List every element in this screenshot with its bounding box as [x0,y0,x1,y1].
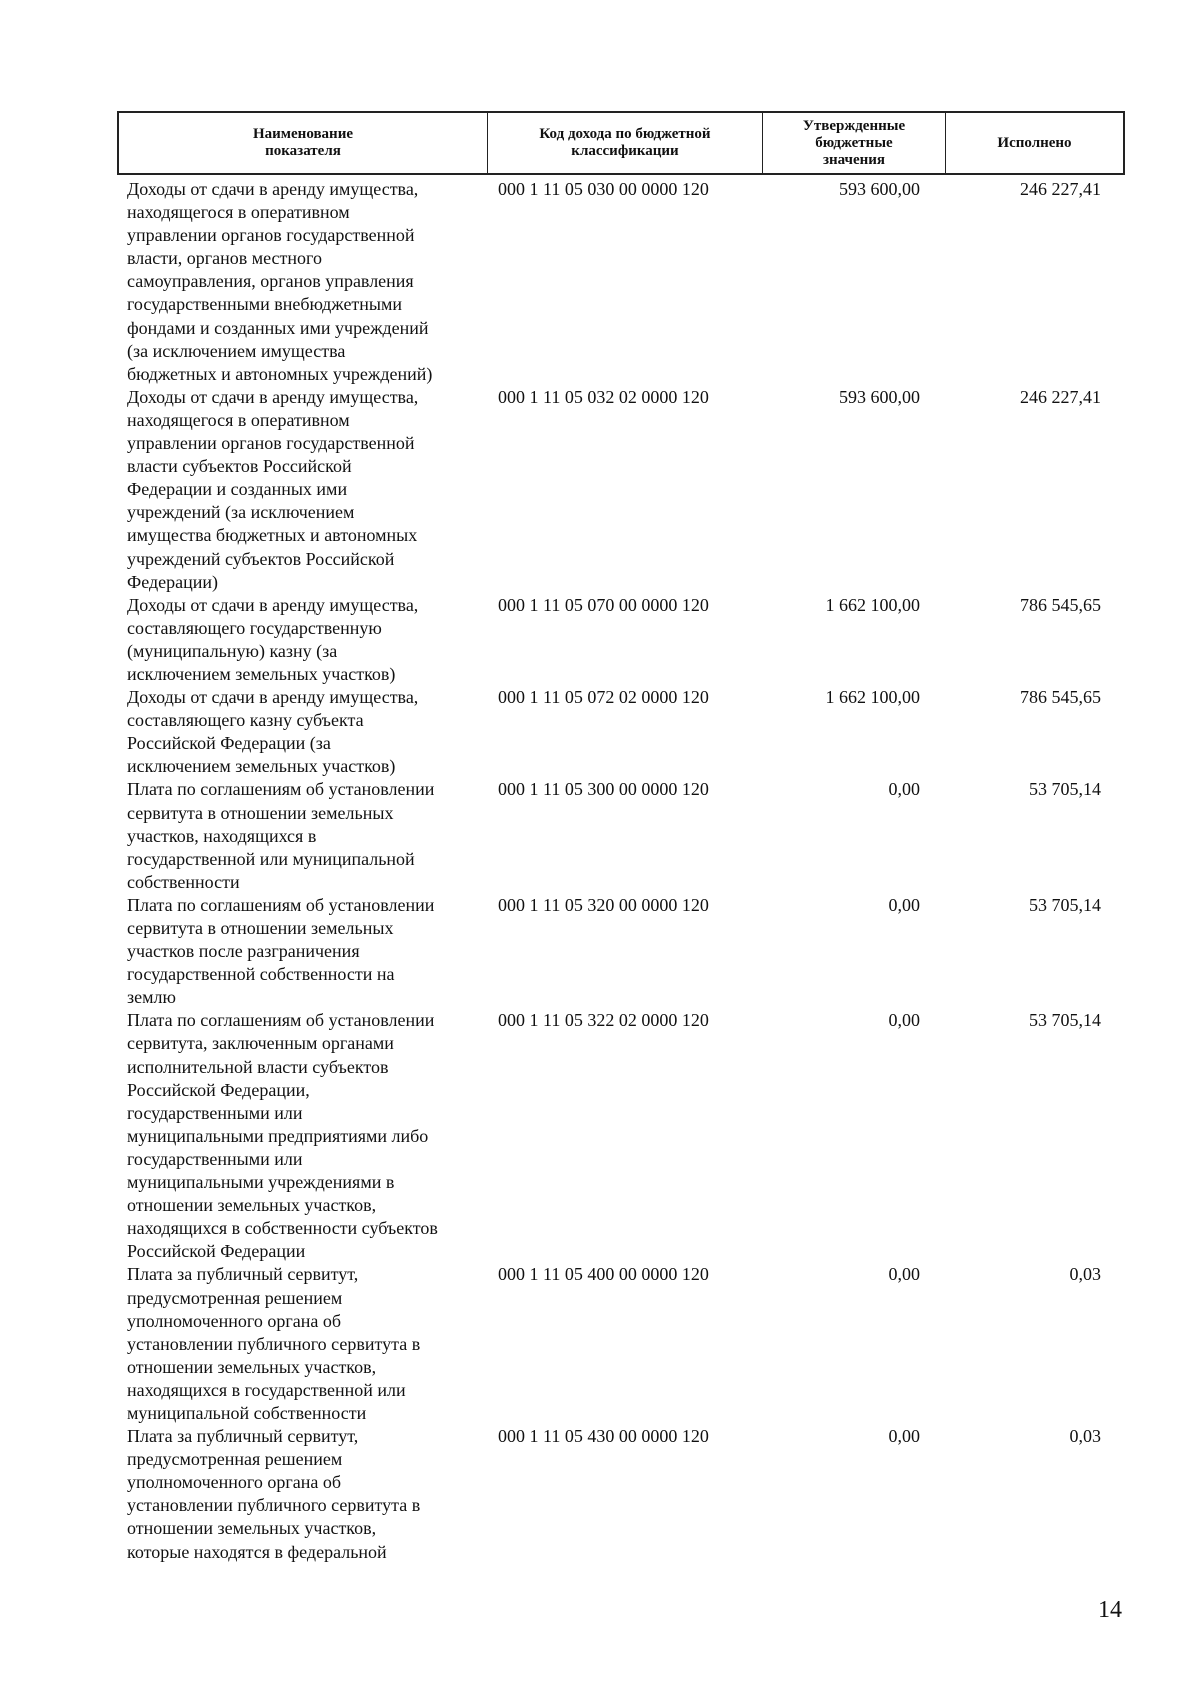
page-number: 14 [1098,1597,1122,1623]
approved-value: 0,00 [888,894,920,915]
approved-value: 1 662 100,00 [825,687,920,708]
income-code: 000 1 11 05 322 02 0000 120 [498,1010,709,1031]
executed-value: 53 705,14 [1029,894,1101,915]
header-indicator-name: Наименование показателя [119,113,488,173]
table-row [117,778,1125,893]
indicator-name: Доходы от сдачи в аренду имущества, составляющего казну субъекта Российской Федерации (за исключением земельных участков) [127,687,419,777]
approved-value: 593 600,00 [839,179,920,199]
executed-value: 786 545,65 [1020,687,1101,708]
table-row [117,594,1125,686]
approved-value: 0,00 [888,1264,920,1285]
indicator-name: Доходы от сдачи в аренду имущества, находящегося в оперативном управлении органов государственной власти, органов местного самоуправления, органов управления государственными внебюджетными фондами и созданных ими учреждений (за исключением имущества бюджетных и автономных учреждений) [127,179,433,384]
income-code: 000 1 11 05 300 00 0000 120 [498,779,709,800]
table-row [117,686,1125,778]
indicator-name: Доходы от сдачи в аренду имущества, составляющего государственную (муниципальную) казну (за исключением земельных участков) [127,594,419,684]
indicator-name: Доходы от сдачи в аренду имущества, находящегося в оперативном управлении органов государственной власти субъектов Российской Федерации и созданных ими учреждений (за исключением имущества бюджетных и автономных учреждений субъектов Российской Федерации) [127,386,419,592]
executed-value: 53 705,14 [1029,1010,1101,1031]
table-header [117,111,1125,175]
executed-value: 246 227,41 [1020,179,1101,199]
approved-value: 0,00 [888,779,920,800]
income-code: 000 1 11 05 032 02 0000 120 [498,386,709,407]
income-code: 000 1 11 05 320 00 0000 120 [498,894,709,915]
executed-value: 0,03 [1069,1264,1101,1285]
indicator-name: Плата за публичный сервитут, предусмотренная решением уполномоченного органа об установлении публичного сервитута в отношении земельных участков, которые находятся в федеральной [127,1426,421,1562]
executed-value: 246 227,41 [1020,386,1101,407]
table-row [117,386,1125,594]
table-row [117,1009,1125,1263]
header-income-code: Код дохода по бюджетной классификации [488,113,763,173]
executed-value: 786 545,65 [1020,594,1101,615]
indicator-name: Плата по соглашениям об установлении сервитута в отношении земельных участков, находящихся в государственной или муниципальной собственности [127,779,435,892]
indicator-name: Плата по соглашениям об установлении сервитута в отношении земельных участков после разграничения государственной собственности на землю [127,894,435,1008]
income-code: 000 1 11 05 430 00 0000 120 [498,1426,709,1447]
approved-value: 593 600,00 [839,386,920,407]
approved-value: 0,00 [888,1010,920,1031]
table-body [117,178,1125,1564]
approved-value: 1 662 100,00 [825,594,920,615]
indicator-name: Плата за публичный сервитут, предусмотренная решением уполномоченного органа об установлении публичного сервитута в отношении земельных участков, находящихся в государственной или муниципальной собственности [127,1264,421,1423]
executed-value: 53 705,14 [1029,779,1101,800]
executed-value: 0,03 [1069,1426,1101,1447]
indicator-name: Плата по соглашениям об установлении сервитута, заключенным органами исполнительной власти субъектов Российской Федерации, государственными или муниципальными предприятиями либо государственными или муниципальными учреждениями в отношении земельных участков, находящихся в собственности субъектов Российской Федерации [127,1010,438,1262]
income-code: 000 1 11 05 030 00 0000 120 [498,179,709,199]
table-row [117,178,1125,386]
income-code: 000 1 11 05 070 00 0000 120 [498,594,709,615]
table-row [117,894,1125,1009]
income-code: 000 1 11 05 072 02 0000 120 [498,687,709,708]
header-executed: Исполнено [997,134,1072,151]
table-row [117,1425,1125,1564]
approved-value: 0,00 [888,1426,920,1447]
income-code: 000 1 11 05 400 00 0000 120 [498,1264,709,1285]
table-row [117,1263,1125,1425]
header-approved-values: Утвержденные бюджетные значения [763,113,946,173]
